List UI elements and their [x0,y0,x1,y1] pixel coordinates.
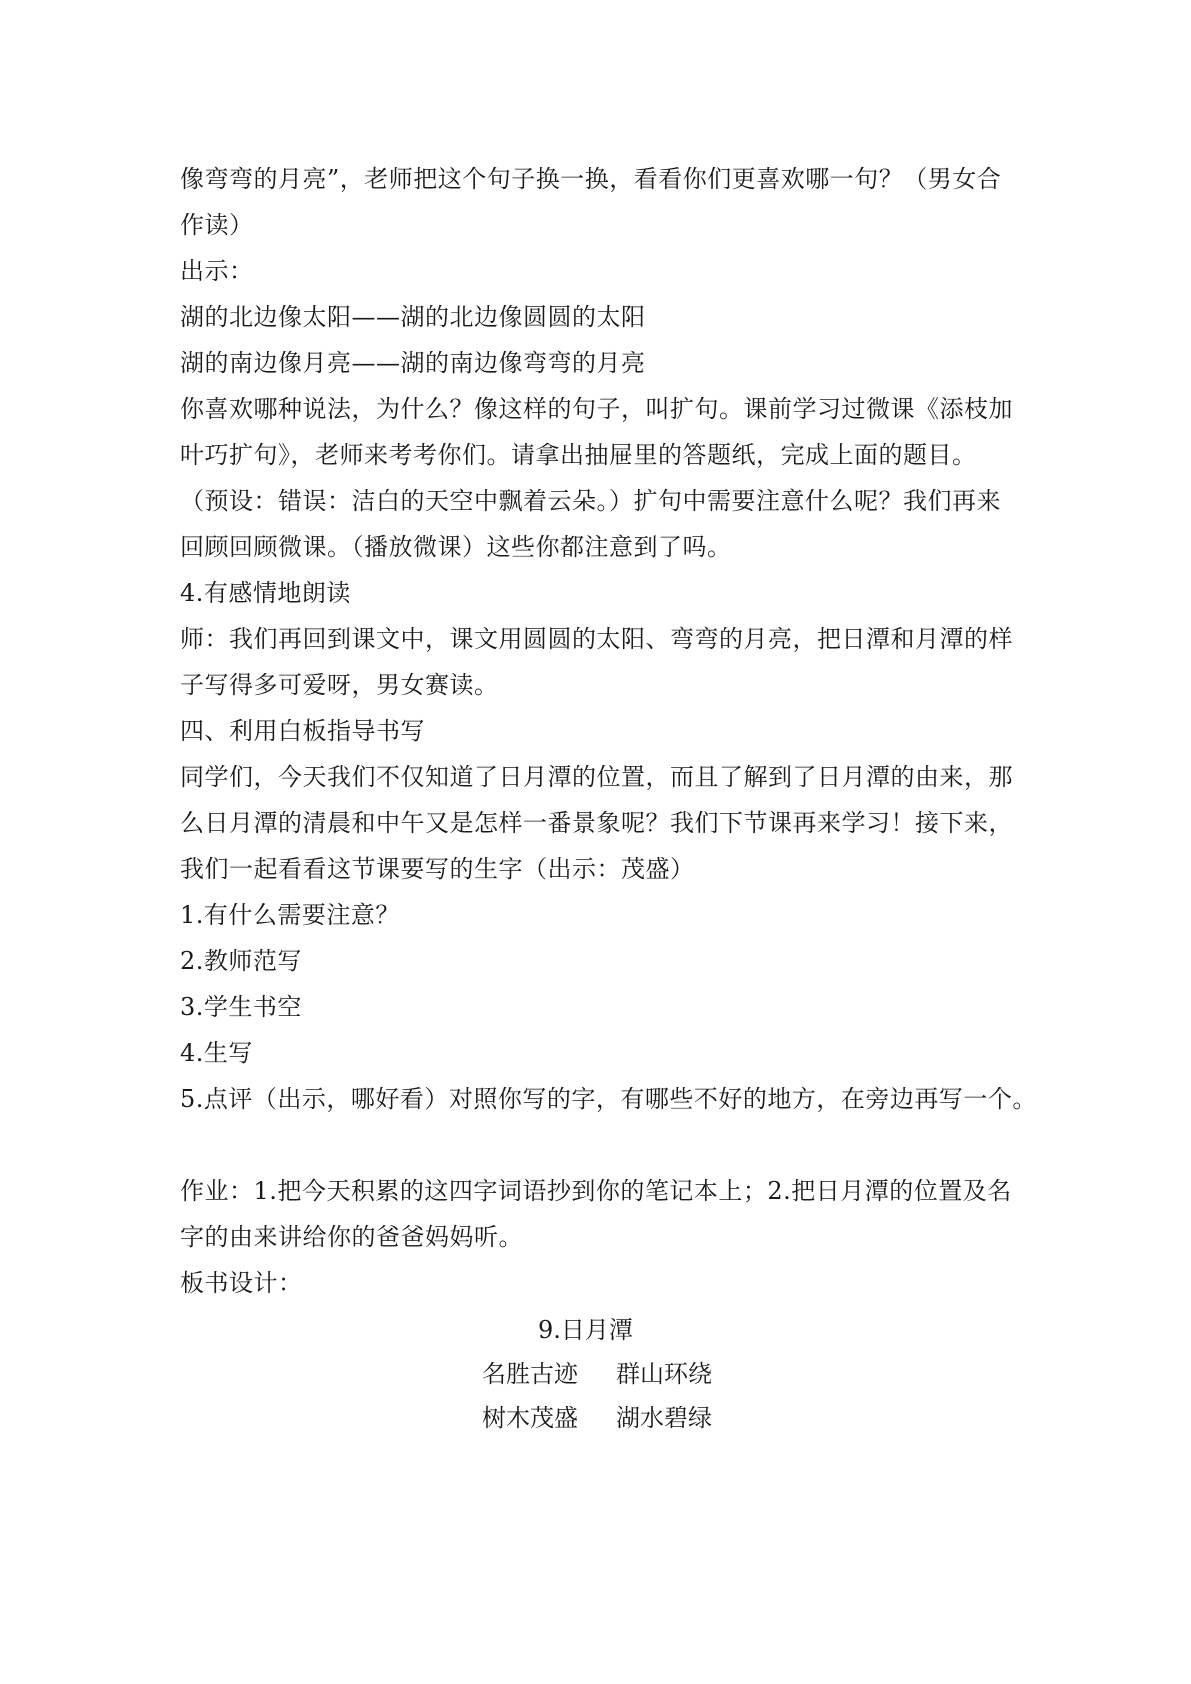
text-line: 作读） [180,211,254,239]
board-word: 树木茂盛 [482,1404,578,1432]
list-item: 2.教师范写 [180,947,302,975]
board-word: 群山环绕 [616,1360,712,1388]
section-heading: 四、利用白板指导书写 [180,717,425,745]
homework-line: 作业：1.把今天积累的这四字词语抄到你的笔记本上；2.把日月潭的位置及名 [180,1177,1012,1205]
list-item: 3.学生书空 [180,993,302,1021]
text-line: 你喜欢哪种说法，为什么？像这样的句子，叫扩句。课前学习过微课《添枝加 [180,395,1013,423]
lesson-body [180,156,1037,1306]
text-line: 回顾回顾微课。（播放微课）这些你都注意到了吗。 [180,533,732,561]
section-heading: 4.有感情地朗读 [180,579,351,607]
text-line: 叶巧扩句》，老师来考考你们。请拿出抽屉里的答题纸，完成上面的题目。 [180,441,977,469]
text-line: 子写得多可爱呀，男女赛读。 [180,671,499,699]
list-item: 5.点评（出示，哪好看）对照你写的字，有哪些不好的地方，在旁边再写一个。 [180,1085,1037,1113]
board-design-label: 板书设计： [180,1269,303,1297]
text-line: 同学们，今天我们不仅知道了日月潭的位置，而且了解到了日月潭的由来，那 [180,763,1013,791]
paragraph-gap [180,1122,1030,1168]
board-row [482,1398,712,1438]
board-word: 名胜古迹 [482,1360,578,1388]
text-line: 出示： [180,257,254,285]
text-line: 像弯弯的月亮”，老师把这个句子换一换，看看你们更喜欢哪一句？（男女合 [180,165,1002,193]
list-item: 1.有什么需要注意？ [180,901,400,929]
text-line: 湖的北边像太阳——湖的北边像圆圆的太阳 [180,303,646,331]
text-line: 我们一起看看这节课要写的生字（出示：茂盛） [180,855,695,883]
list-item: 4.生写 [180,1039,253,1067]
homework-line: 字的由来讲给你的爸爸妈妈听。 [180,1223,523,1251]
text-line: 么日月潭的清晨和中午又是怎样一番景象呢？我们下节课再来学习！接下来， [180,809,1013,837]
board-word: 湖水碧绿 [616,1404,712,1432]
board-title: 9.日月潭 [538,1316,633,1344]
board-row [482,1354,712,1394]
text-line: 湖的南边像月亮——湖的南边像弯弯的月亮 [180,349,646,377]
text-line: （预设：错误：洁白的天空中飘着云朵。）扩句中需要注意什么呢？我们再来 [180,487,1001,515]
text-line: 师：我们再回到课文中，课文用圆圆的太阳、弯弯的月亮，把日潭和月潭的样 [180,625,1013,653]
